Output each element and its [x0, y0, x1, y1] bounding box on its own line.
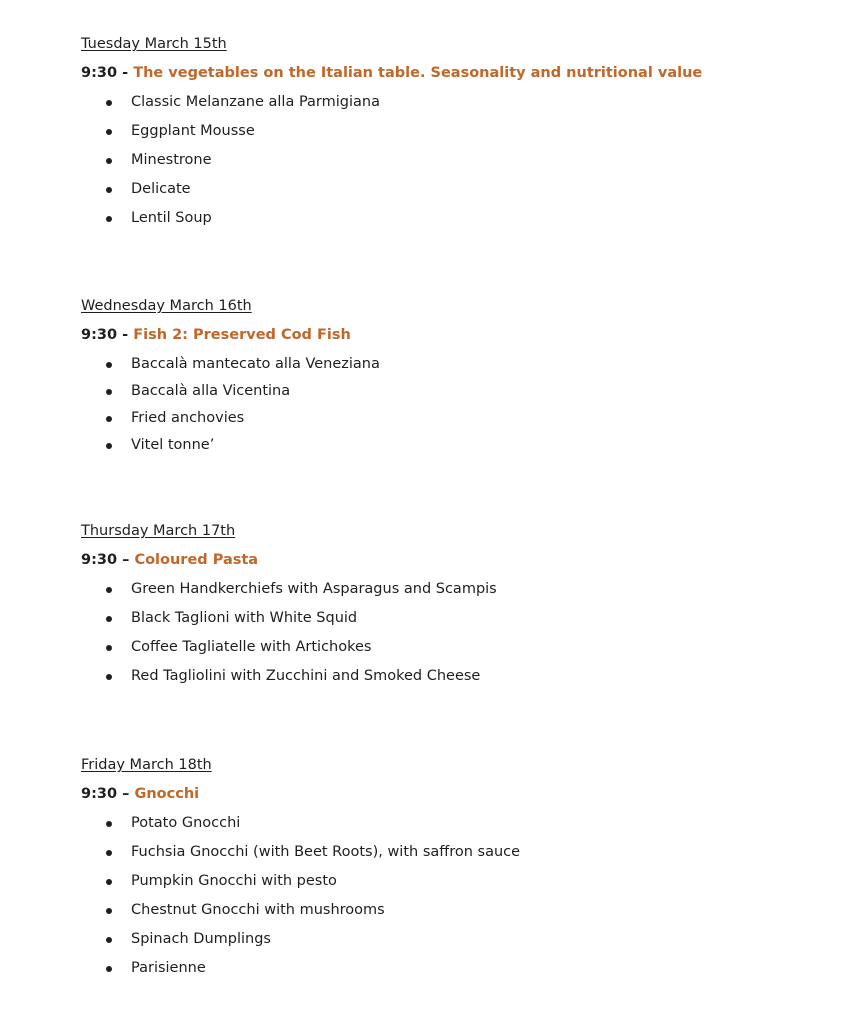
list-item: [81, 410, 801, 427]
list-item: [81, 931, 801, 948]
bullet-icon: [106, 616, 112, 622]
list-item: [81, 152, 801, 169]
day-date: Tuesday March 15th: [81, 36, 227, 52]
day-section-tuesday: [81, 36, 801, 227]
list-item-label: Classic Melanzane alla Parmigiana: [131, 94, 380, 110]
list-item-label: Parisienne: [131, 960, 206, 976]
list-item-label: Baccalà mantecato alla Veneziana: [131, 356, 380, 372]
list-item: [81, 902, 801, 919]
day-section-wednesday: [81, 298, 801, 454]
bullet-icon: [106, 937, 112, 943]
list-item: [81, 815, 801, 832]
day-date: Wednesday March 16th: [81, 298, 252, 314]
bullet-icon: [106, 362, 112, 368]
list-item: [81, 94, 801, 111]
list-item: [81, 437, 801, 454]
list-item-label: Delicate: [131, 181, 191, 197]
session-title: Gnocchi: [134, 786, 200, 802]
list-item-label: Potato Gnocchi: [131, 815, 241, 831]
bullet-icon: [106, 216, 112, 222]
bullet-icon: [106, 443, 112, 449]
list-item-label: Pumpkin Gnocchi with pesto: [131, 873, 337, 889]
list-item-label: Spinach Dumplings: [131, 931, 271, 947]
list-item-label: Coffee Tagliatelle with Artichokes: [131, 639, 372, 655]
list-item-label: Green Handkerchiefs with Asparagus and Scampis: [131, 581, 497, 597]
list-item-label: Baccalà alla Vicentina: [131, 383, 291, 399]
list-item: [81, 210, 801, 227]
list-item: [81, 639, 801, 656]
list-item: [81, 581, 801, 598]
list-item-label: Vitel tonne’: [131, 437, 215, 453]
session-time: 9:30 –: [81, 552, 130, 568]
list-item-label: Lentil Soup: [131, 210, 212, 226]
bullet-icon: [106, 587, 112, 593]
list-item-label: Chestnut Gnocchi with mushrooms: [131, 902, 385, 918]
list-item-label: Black Taglioni with White Squid: [131, 610, 358, 626]
menu-list: [81, 94, 801, 227]
bullet-icon: [106, 129, 112, 135]
list-item: [81, 873, 801, 890]
bullet-icon: [106, 879, 112, 885]
session-time: 9:30 -: [81, 327, 129, 343]
list-item: [81, 356, 801, 373]
session-title: Coloured Pasta: [134, 552, 259, 568]
bullet-icon: [106, 100, 112, 106]
session-heading: [81, 786, 801, 803]
bullet-icon: [106, 416, 112, 422]
list-item: [81, 844, 801, 861]
session-time: 9:30 –: [81, 786, 130, 802]
list-item: [81, 960, 801, 977]
session-time: 9:30 -: [81, 65, 129, 81]
day-section-thursday: [81, 523, 801, 685]
list-item-label: Red Tagliolini with Zucchini and Smoked Cheese: [131, 668, 481, 684]
bullet-icon: [106, 645, 112, 651]
list-item: [81, 383, 801, 400]
session-title: The vegetables on the Italian table. Seasonality and nutritional value: [133, 65, 703, 81]
list-item: [81, 181, 801, 198]
day-date: Thursday March 17th: [81, 523, 236, 539]
list-item: [81, 123, 801, 140]
menu-list: [81, 815, 801, 977]
bullet-icon: [106, 821, 112, 827]
session-heading: [81, 552, 801, 569]
bullet-icon: [106, 187, 112, 193]
session-title: Fish 2: Preserved Cod Fish: [133, 327, 351, 343]
session-heading: [81, 327, 801, 344]
list-item: [81, 668, 801, 685]
bullet-icon: [106, 158, 112, 164]
list-item-label: Minestrone: [131, 152, 212, 168]
bullet-icon: [106, 674, 112, 680]
list-item-label: Fuchsia Gnocchi (with Beet Roots), with saffron sauce: [131, 844, 521, 860]
bullet-icon: [106, 966, 112, 972]
day-section-friday: [81, 757, 801, 977]
list-item-label: Fried anchovies: [131, 410, 245, 426]
session-heading: [81, 65, 801, 82]
list-item-label: Eggplant Mousse: [131, 123, 255, 139]
bullet-icon: [106, 908, 112, 914]
menu-list: [81, 581, 801, 685]
menu-list: [81, 356, 801, 454]
bullet-icon: [106, 850, 112, 856]
bullet-icon: [106, 389, 112, 395]
list-item: [81, 610, 801, 627]
day-date: Friday March 18th: [81, 757, 212, 773]
